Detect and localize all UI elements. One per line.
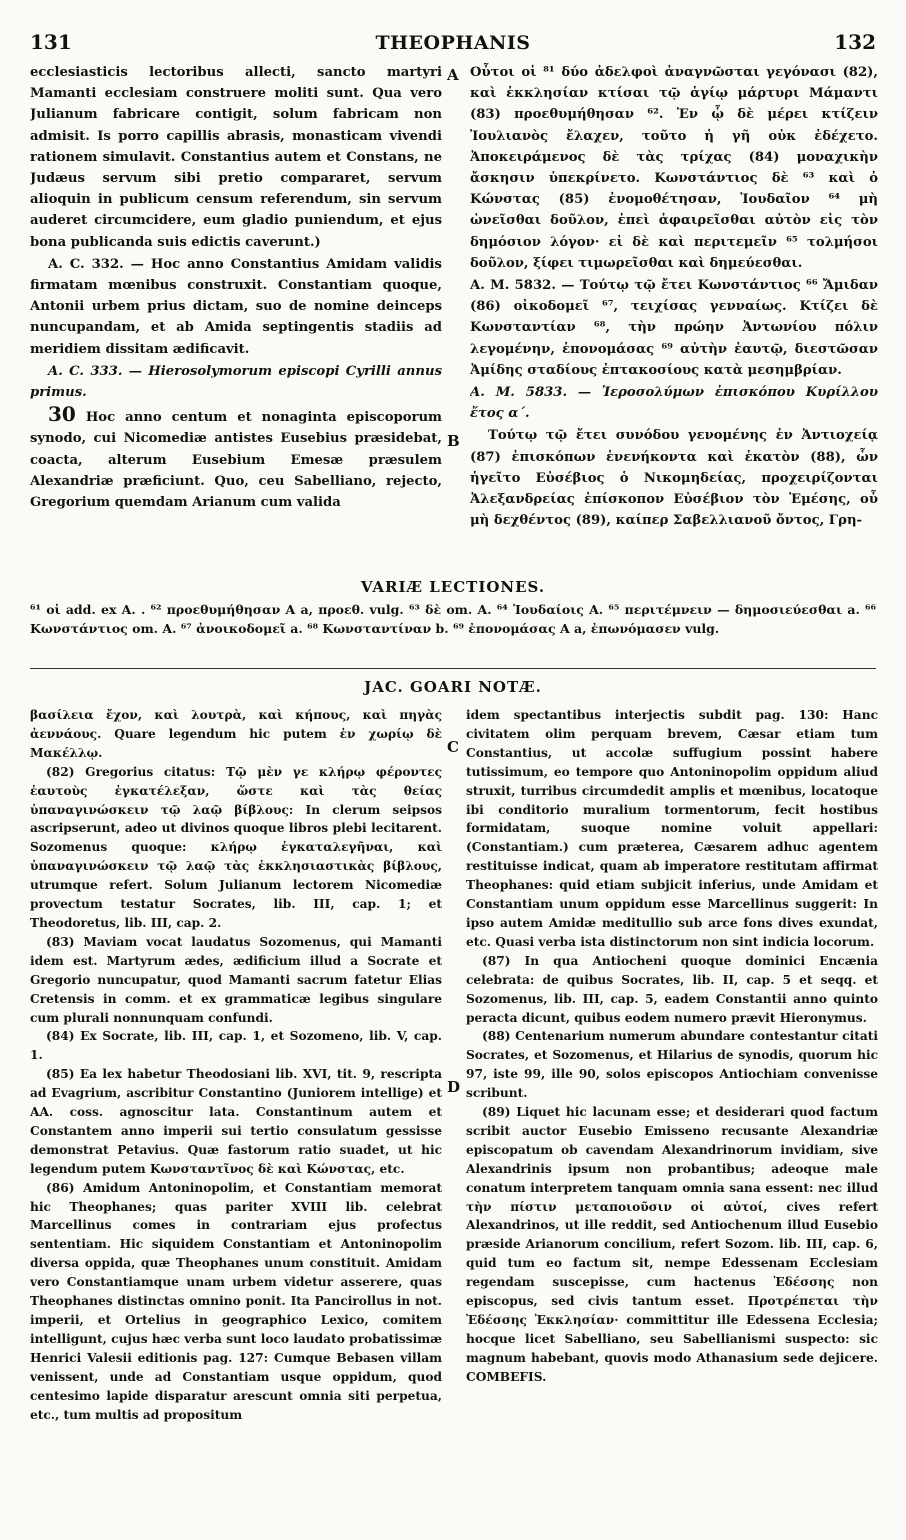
greek-paragraph: Οὗτοι οἱ ⁸¹ δύο ἀδελφοὶ ἀναγνῶσται γεγόνασι (82), καὶ ἐκκλησίαν κτίσαι τῷ ἁγίῳ μάρτυρι Μάμαντι (83) προεθυμήθησαν ⁶². Ἐν ᾧ δὲ μέρει κτίζειν Ἰουλιανὸς ἔλαχεν, τοῦτο ἡ γῆ οὐκ ἐδέχετο. Ἀποκειράμενος δὲ τὰς τρίχας (84) μοναχικὴν ἄσκησιν ὑπεκρίνετο. Κωνστάντιος δὲ ⁶³ καὶ ὁ Κώνστας (85) ἐνομοθέτησαν, Ἰουδαῖον ⁶⁴ μὴ ὠνεῖσθαι δοῦλον, ἐπεὶ ἀφαιρεῖσθαι αὐτὸν εἰς τὸν δημόσιον λόγον· εἰ δὲ καὶ περιτεμεῖν ⁶⁵ τολμήσοι δοῦλον, ξίφει τιμωρεῖσθαι καὶ δημεύεσθαι. <box>470 65 878 271</box>
latin-text-column <box>30 62 442 574</box>
note-paragraph: idem spectantibus interjectis subdit pag. 130: Hanc civitatem olim perquam brevem, Cæsar etiam tum Constantius, ut accolæ suffugium possint habere tutissimum, eo tempore quo Antoninopolim oppidum aliud struxit, turribus circumdedit amplis et mœnibus, locatoque ibi conditorio muralium tormentorum, fecit hostibus formidatam, suoque nomine voluit appellari: (Constantiam.) cum præterea, Cæsarem adhuc agentem restituisse indicat, quam ab imperatore restitutam affirmat Theophanes: quid etiam subjicit inferius, unde Amidam et Constantiam unum oppidum esse Marcellinus suggerit: In ipso autem Amidæ meditullio sub arce fons dives exundat, etc. Quasi verba ista distinctorum non sint indicia locorum. <box>466 708 878 949</box>
notes-title: JAC. GOARI NOTÆ. <box>364 678 542 696</box>
margin-letter-a: A <box>447 66 459 84</box>
note-paragraph: (85) Ea lex habetur Theodosiani lib. XVI, tit. 9, rescripta ad Evagrium, ascribitur Constantino (Juniorem intellige) et AA. coss. agnoscitur lata. Constantinum autem et Constantem anno imperii sui tertio consulatum gessisse demonstrat Petavius. Quæ fastorum ratio suadet, ut hic legendum putem Κωνσταντῖνος δὲ καὶ Κώνστας, etc. <box>30 1067 442 1176</box>
margin-letter-b: B <box>447 432 460 450</box>
page-number-right: 132 <box>834 30 876 54</box>
greek-paragraph <box>470 382 878 424</box>
page-number-left: 131 <box>30 30 72 54</box>
page-header <box>30 30 876 60</box>
notes-column-right <box>466 706 878 1518</box>
latin-paragraph <box>30 404 442 513</box>
variae-lectiones-title: VARIÆ LECTIONES. <box>360 578 546 596</box>
note-paragraph: (89) Liquet hic lacunam esse; et desiderari quod factum scribit auctor Eusebio Emisseno recusante Alexandriæ episcopatum ob cavendam Alexandrinorum invidiam, sive Alexandrinis ipsum non probantibus; adeoque male conatum interpretem tanquam omnia sana essent: nec illud τὴν πίστιν μεταποιοῦσιν οἱ αὐτοί, cives refert Alexandrinos, ut ille reddit, sed Antiochenum illud Eusebio præside Arianorum concilium, refert Sozom. lib. III, cap. 6, quid tum eo factum sit, nempe Edessenam Ecclesiam regendam suscepisse, cum hactenus Ἐδέσσης non episcopus, sed civis tantum esset. Προτρέπεται τὴν Ἐδέσσης Ἐκκλησίαν· committitur ille Edessena Ecclesia; hocque licet Sabelliano, seu Sabellianismi suspecto: sic magnum habebant, quovis modo Athanasium sede dejicere. COMBEFIS. <box>466 1105 878 1384</box>
note-paragraph: (88) Centenarium numerum abundare contestantur citati Socrates, et Sozomenus, et Hilarius de synodis, quorum hic 97, iste 99, ille 90, solos episcopos Antiochiam convenisse scribunt. <box>466 1029 878 1101</box>
latin-paragraph: ecclesiasticis lectoribus allecti, sancto martyri Mamanti ecclesiam construere moliti sunt. Qua vero Julianum fabricare contigit, solum fabricam non admisit. Is porro capillis abrasis, monasticam vivendi rationem simulavit. Constantius autem et Constans, ne Judæus servum sibi pretio compararet, servum alioquin in publicum censum referendum, sin servum auderet circumcidere, eum gladio puniendum, et ejus bona publicanda suis edictis caverunt.) <box>30 65 442 250</box>
greek-paragraph: A. M. 5832. — Τούτῳ τῷ ἔτει Κωνστάντιος ⁶⁶ Ἄμιδαν (86) οἰκοδομεῖ ⁶⁷, τειχίσας γενναίως. Κτίζει δὲ Κωνσταντίαν ⁶⁸, τὴν πρώην Ἀντωνίου πόλιν λεγομένην, ἐπονομάσας ⁶⁹ αὐτὴν ἑαυτῷ, διεστῶσαν Ἀμίδης σταδίους ἑπτακοσίους κατὰ μεσημβρίαν. <box>470 278 878 378</box>
running-title: THEOPHANIS <box>375 32 531 54</box>
notes-column-left <box>30 706 442 1518</box>
greek-year-entry: A. M. 5833. — Ἱεροσολύμων ἐπισκόπου Κυρίλλου ἔτος α΄. <box>470 385 878 422</box>
latin-paragraph-text: Hoc anno centum et nonaginta episcoporum synodo, cui Nicomediæ antistes Eusebius præsidebat, coacta, alterum Eusebium Emesæ præsulem Alexandriæ præficiunt. Quo, ceu Sabelliano, rejecto, Gregorium quemdam Arianum cum valida <box>30 410 442 511</box>
note-paragraph: (82) Gregorius citatus: Τῷ μὲν γε κλήρῳ φέροντες ἑαυτοὺς ἐγκατέλεξαν, ὥστε καὶ τὰς θείας ὑπαναγινώσκειν τῷ λαῷ βίβλους: In clerum seipsos ascripserunt, adeo ut divinos quoque libros plebi lecitarent. Sozomenus quoque: κλήρῳ ἐγκαταλεγῆναι, καὶ ὑπαναγινώσκειν τῷ λαῷ τὰς ἐκκλησιαστικὰς βίβλους, utrumque refert. Solum Julianum lectorem Nicomediæ provectum testatur Socrates, lib. III, cap. 1; et Theodoretus, lib. III, cap. 2. <box>30 764 442 930</box>
note-paragraph: (84) Ex Socrate, lib. III, cap. 1, et Sozomeno, lib. V, cap. 1. <box>30 1029 442 1063</box>
divider <box>30 668 876 669</box>
section-number: 30 <box>48 402 76 427</box>
margin-letter-d: D <box>447 1078 461 1096</box>
latin-paragraph <box>30 361 442 403</box>
margin-letter-c: C <box>447 738 459 756</box>
latin-year-entry: A. C. 333. — Hierosolymorum episcopi Cyrilli annus primus. <box>30 363 442 401</box>
note-paragraph: (87) In qua Antiocheni quoque dominici Encænia celebrata: de quibus Socrates, lib. II, cap. 5 et seqq. et Sozomenus, lib. III, cap. 5, eadem Constantii anno quinto peracta dicunt, quibus eodem numero prævit Hieronymus. <box>466 953 878 1025</box>
latin-paragraph: A. C. 332. — Hoc anno Constantius Amidam validis firmatam mœnibus construxit. Constantiam quoque, Antonii urbem prius dictam, suo de nomine deinceps nuncupandam, et ab Amida septingentis stadiis ad meridiem dissitam ædificavit. <box>30 256 442 357</box>
greek-text-column <box>470 62 878 574</box>
note-paragraph: (83) Maviam vocat laudatus Sozomenus, qui Mamanti idem est. Martyrum ædes, ædificium illud a Socrate et Gregorio nuncupatur, quod Mamanti sacrum fatetur Elias Cretensis in comm. et ex grammaticæ legibus singulare cum plurali nonnunquam confundi. <box>30 934 442 1025</box>
greek-paragraph: Τούτῳ τῷ ἔτει συνόδου γενομένης ἐν Ἀντιοχείᾳ (87) ἐπισκόπων ἐνενήκοντα καὶ ἑκατὸν (88), ὧν ἡγεῖτο Εὐσέβιος ὁ Νικομηδείας, προχειρίζονται Ἀλεξανδρείας ἐπίσκοπον Εὐσέβιον τὸν Ἐμέσης, οὗ μὴ δεχθέντος (89), καίπερ Σαβελλιανοῦ ὄντος, Γρη- <box>470 428 878 529</box>
variae-lectiones-text: ⁶¹ οἱ add. ex A. . ⁶² προεθυμήθησαν A a, προεθ. vulg. ⁶³ δὲ om. A. ⁶⁴ Ἰουδαίοις A. ⁶⁵ περιτέμνειν — δημοσιεύεσθαι a. ⁶⁶ Κωνστάντιος om. A. ⁶⁷ ἀνοικοδομεῖ a. ⁶⁸ Κωνσταντίναν b. ⁶⁹ ἐπονομάσας A a, ἐπωνόμασεν vulg. <box>30 602 876 636</box>
note-paragraph: (86) Amidum Antoninopolim, et Constantiam memorat hic Theophanes; quas pariter XVIII lib. celebrat Marcellinus comes in contrariam ejus profectus sententiam. Hic siquidem Constantiam et Antoninopolim diversa oppida, quæ Theophanes unum constituit. Amidam vero Constantiamque unam urbem videtur asserere, quas Theophanes distinctas omnino ponit. Ita Pancirollus in not. imperii, et Ortelius in geographico Lexico, comitem intelligunt, cujus hæc verba sunt loco laudato probatissimæ Henrici Valesii editionis pag. 127: Cumque Bebasen villam venissent, unde ad Constantiam usque oppidum, quod centesimo lapide disparatur arescunt omnia siti perpetua, etc., tum multis ad propositum <box>30 1180 442 1422</box>
note-paragraph: βασίλεια ἔχον, καὶ λουτρὰ, καὶ κήπους, καὶ πηγὰς ἀεννάους. Quare legendum hic putem ἐν χωρίῳ δὲ Μακέλλῳ. <box>30 708 442 760</box>
